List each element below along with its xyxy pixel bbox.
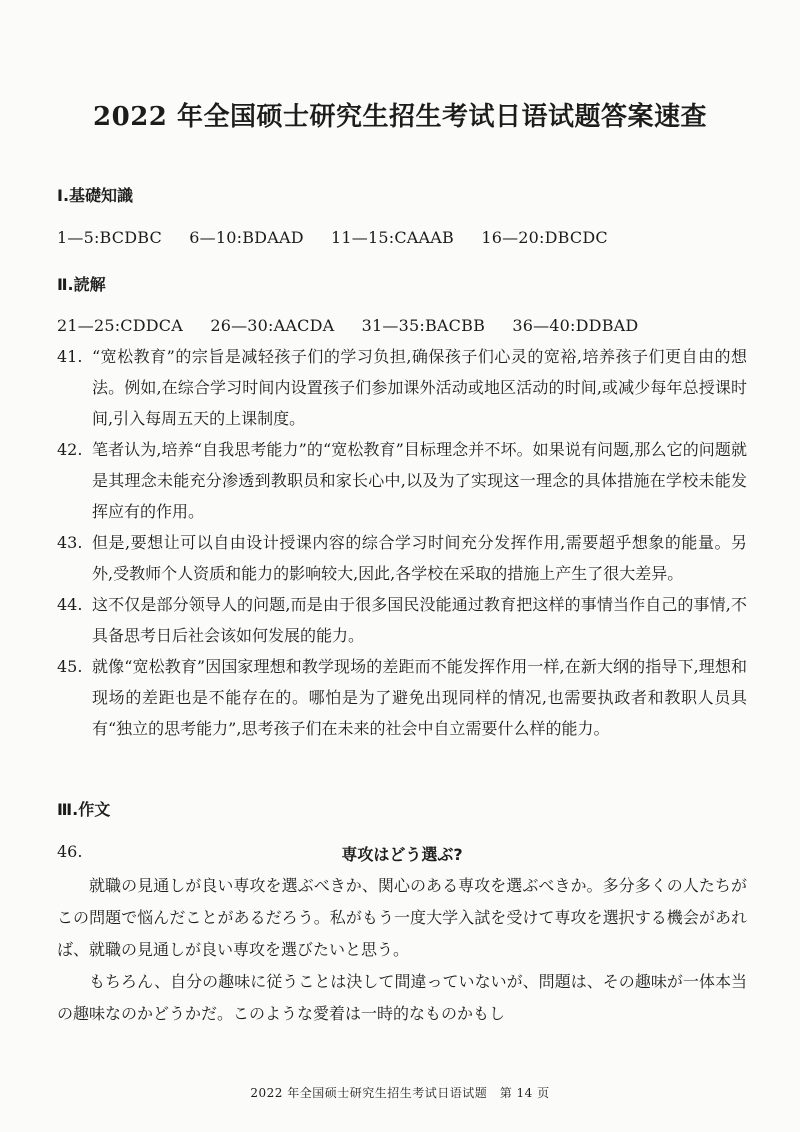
essay-paragraph: 就職の見通しが良い専攻を選ぶべきか、関心のある専攻を選ぶべきか。多分多くの人たちがこの問題で悩んだことがあるだろう。私がもう一度大学入試を受けて専攻を選択する機会があれば、就職の見通しが良い専攻を選びたいと思う。 bbox=[57, 876, 747, 959]
question-number: 46. bbox=[57, 842, 83, 861]
answer-group: 11—15:CAAAB bbox=[331, 228, 455, 247]
page-title: 2022 年全国硕士研究生招生考试日语试题答案速查 bbox=[93, 102, 707, 132]
question-number: 45. bbox=[57, 657, 83, 676]
answer-group: 16—20:DBCDC bbox=[481, 228, 608, 247]
answer-group: 26—30:AACDA bbox=[210, 316, 335, 335]
answer-group: 6—10:BDAAD bbox=[189, 228, 304, 247]
question-number: 43. bbox=[57, 533, 83, 552]
essay-paragraph: もちろん、自分の趣味に従うことは決して間違っていないが、問題は、その趣味が一体本当の趣味なのかどうかだ。このような愛着は一時的なものかもし bbox=[57, 972, 747, 1023]
section-heading-basics: Ⅰ.基礎知識 bbox=[57, 186, 134, 205]
question-answer-43 bbox=[57, 527, 747, 589]
answer-text: “宽松教育”的宗旨是减轻孩子们的学习负担,确保孩子们心灵的宽裕,培养孩子们更自由的想法。例如,在综合学习时间内设置孩子们参加课外活动或地区活动的时间,或减少每年总授课时间,引入每周五天的上课制度。 bbox=[92, 347, 747, 428]
section-heading-reading: Ⅱ.読解 bbox=[57, 275, 106, 294]
question-number: 41. bbox=[57, 347, 83, 366]
answer-group: 21—25:CDDCA bbox=[57, 316, 184, 335]
answer-group: 31—35:BACBB bbox=[361, 316, 486, 335]
answer-text: 这不仅是部分领导人的问题,而是由于很多国民没能通过教育把这样的事情当作自己的事情,不具备思考日后社会该如何发展的能力。 bbox=[92, 595, 747, 645]
question-number: 42. bbox=[57, 440, 83, 459]
section-heading-writing: Ⅲ.作文 bbox=[57, 800, 111, 819]
answer-key-basics bbox=[57, 228, 630, 247]
answer-text: 但是,要想让可以自由设计授课内容的综合学习时间充分发挥作用,需要超乎想象的能量。另外,受教师个人资质和能力的影响较大,因此,各学校在采取的措施上产生了很大差异。 bbox=[92, 533, 747, 583]
question-number: 44. bbox=[57, 595, 83, 614]
reading-answers bbox=[57, 341, 747, 744]
answer-group: 36—40:DDBAD bbox=[512, 316, 639, 335]
essay-title: 専攻はどう選ぶ? bbox=[341, 845, 463, 864]
essay-body bbox=[57, 870, 747, 1030]
answer-text: 笔者认为,培养“自我思考能力”的“宽松教育”目标理念并不坏。如果说有问题,那么它的问题就是其理念未能充分渗透到教职员和家长心中,以及为了实现这一理念的具体措施在学校未能发挥应有的作用。 bbox=[92, 440, 747, 521]
answer-key-reading bbox=[57, 316, 660, 335]
question-answer-44 bbox=[57, 589, 747, 651]
question-answer-42 bbox=[57, 434, 747, 527]
question-answer-41 bbox=[57, 341, 747, 434]
answer-text: 就像“宽松教育”因国家理想和教学现场的差距而不能发挥作用一样,在新大纲的指导下,理想和现场的差距也是不能存在的。哪怕是为了避免出现同样的情况,也需要执政者和教职人员具有“独立的思考能力”,思考孩子们在未来的社会中自立需要什么样的能力。 bbox=[92, 657, 747, 738]
question-answer-45 bbox=[57, 651, 747, 744]
answer-group: 1—5:BCDBC bbox=[57, 228, 162, 247]
page-footer: 2022 年全国硕士研究生招生考试日语试题 第 14 页 bbox=[250, 1086, 550, 1100]
